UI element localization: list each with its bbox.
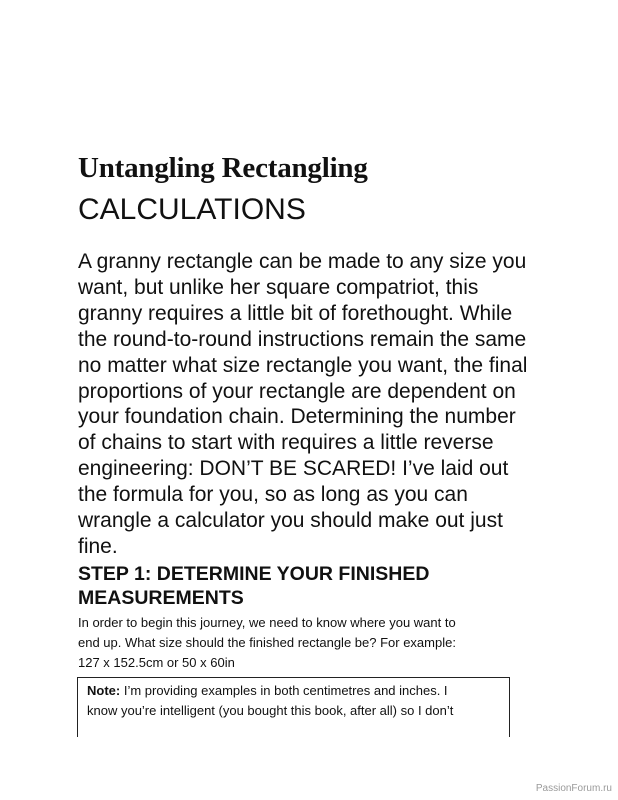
intro-line: wrangle a calculator you should make out just [78, 509, 503, 533]
intro-line: granny requires a little bit of forethought. While [78, 301, 513, 325]
intro-line: A granny rectangle can be made to any size you [78, 250, 527, 273]
step-para-line: end up. What size should the finished rectangle be? For example: [78, 634, 456, 650]
intro-line: no matter what size rectangle you want, the final [78, 353, 528, 377]
measurement-example: 127 x 152.5cm or 50 x 60in [78, 655, 235, 670]
intro-line: your foundation chain. Determining the number [78, 405, 516, 429]
section-subtitle: CALCULATIONS [78, 193, 306, 226]
intro-line: fine. [78, 534, 118, 558]
intro-paragraph [78, 249, 548, 560]
intro-line: proportions of your rectangle are dependent on [78, 379, 516, 403]
note-text: I’m providing examples in both centimetres and inches. I [120, 683, 448, 698]
step-heading-line: MEASUREMENTS [78, 587, 244, 609]
intro-line: the round-to-round instructions remain the same [78, 327, 527, 351]
note-line [87, 681, 509, 701]
intro-line: the formula for you, so as long as you can [78, 483, 468, 507]
page-title: Untangling Rectangling [78, 152, 368, 184]
note-line: know you’re intelligent (you bought this book, after all) so I don’t [87, 702, 454, 718]
intro-line: of chains to start with requires a little reverse [78, 431, 494, 455]
step-1-paragraph [78, 613, 456, 652]
step-para-line: In order to begin this journey, we need to know where you want to [78, 615, 456, 630]
intro-line: want, but unlike her square compatriot, this [78, 275, 479, 299]
step-1-heading [78, 562, 429, 610]
intro-line: engineering: DON’T BE SCARED! I’ve laid out [78, 457, 509, 481]
site-watermark: PassionForum.ru [535, 783, 612, 794]
step-heading-line: STEP 1: DETERMINE YOUR FINISHED [78, 563, 430, 585]
note-label: Note: [87, 683, 121, 698]
note-box [77, 677, 510, 737]
